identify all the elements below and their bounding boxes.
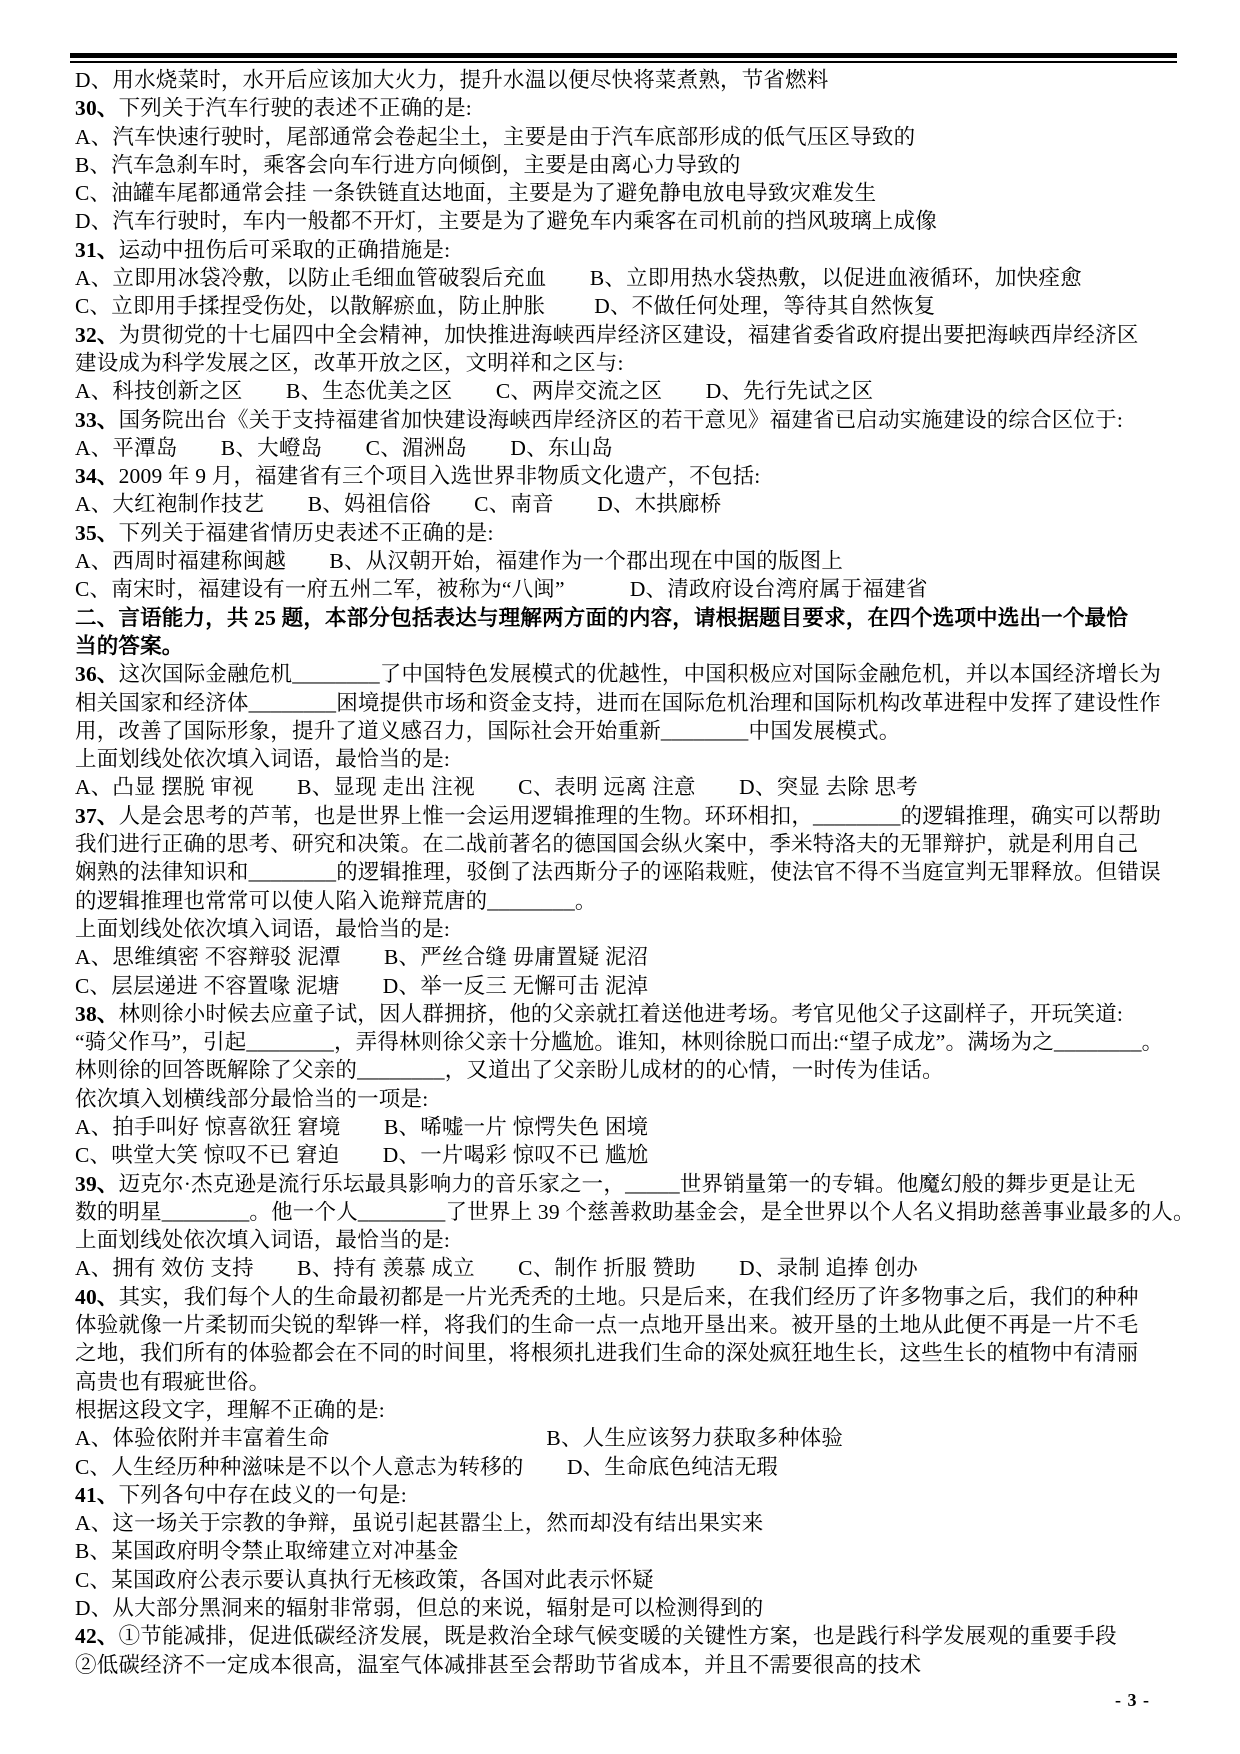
text-line: A、科技创新之区 B、生态优美之区 C、两岸交流之区 D、先行先试之区 [75, 379, 874, 404]
text-line: D、从大部分黑洞来的辐射非常弱，但总的来说，辐射是可以检测得到的 [75, 1596, 764, 1621]
text-line: A、这一场关于宗教的争辩，虽说引起甚嚣尘上，然而却没有结出果实来 [75, 1511, 764, 1536]
question-line: 31、运动中扭伤后可采取的正确措施是: [75, 237, 451, 262]
text-line: 当的答案。 [75, 633, 184, 658]
text-line: 二、言语能力，共 25 题，本部分包括表达与理解两方面的内容，请根据题目要求，在四个选项中选出一个最恰 [75, 605, 1128, 630]
question-number: 31、 [75, 237, 119, 262]
text-line: 林则徐的回答既解除了父亲的________，又道出了父亲盼儿成材的的心情，一时传为佳话。 [75, 1058, 944, 1083]
text-line: B、汽车急刹车时，乘客会向车行进方向倾倒，主要是由离心力导致的 [75, 152, 741, 177]
page-number: - 3 - [1115, 1690, 1150, 1710]
question-line: 36、这次国际金融危机________了中国特色发展模式的优越性，中国积极应对国际金融危机，并以本国经济增长为 [75, 662, 1162, 687]
text-line: C、油罐车尾都通常会挂 一条铁链直达地面，主要是为了避免静电放电导致灾难发生 [75, 181, 877, 206]
question-line: 38、林则徐小时候去应童子试，因人群拥挤，他的父亲就扛着送他进考场。考官见他父子这副样子，开玩笑道: [75, 1001, 1123, 1026]
text-line: 用，改善了国际形象，提升了道义感召力，国际社会开始重新________中国发展模式。 [75, 718, 901, 743]
question-number: 41、 [75, 1482, 119, 1507]
text-line: D、用水烧菜时，水开后应该加大火力，提升水温以便尽快将菜煮熟，节省燃料 [75, 68, 829, 92]
text-line: 之地，我们所有的体验都会在不同的时间里，将根须扎进我们生命的深处疯狂地生长，这些生长的植物中有清丽 [75, 1341, 1139, 1366]
text-line: A、凸显 摆脱 审视 B、显现 走出 注视 C、表明 远离 注意 D、突显 去除 思考 [75, 775, 918, 800]
text-line: 依次填入划横线部分最恰当的一项是: [75, 1086, 429, 1111]
question-number: 42、 [75, 1624, 119, 1649]
question-line: 39、迈克尔·杰克逊是流行乐坛最具影响力的音乐家之一，_____世界销量第一的专辑。他魔幻般的舞步更是让无 [75, 1171, 1136, 1196]
document-lines [75, 66, 1195, 1679]
text-line: A、立即用冰袋冷敷，以防止毛细血管破裂后充血 B、立即用热水袋热敷，以促进血液循环，加快痊愈 [75, 266, 1082, 291]
text-line: C、立即用手揉捏受伤处，以散解瘀血，防止肿胀 D、不做任何处理，等待其自然恢复 [75, 294, 936, 319]
text-line: 建设成为科学发展之区，改革开放之区，文明祥和之区与: [75, 350, 624, 375]
text-line: ②低碳经济不一定成本很高，温室气体减排甚至会帮助节省成本，并且不需要很高的技术 [75, 1652, 922, 1677]
text-line: 体验就像一片柔韧而尖锐的犁铧一样，将我们的生命一点一点地开垦出来。被开垦的土地从此便不再是一片不毛 [75, 1313, 1139, 1338]
question-line: 33、国务院出台《关于支持福建省加快建设海峡西岸经济区的若干意见》福建省已启动实施建设的综合区位于: [75, 407, 1123, 432]
text-line: 上面划线处依次填入词语，最恰当的是: [75, 916, 451, 941]
text-line: 上面划线处依次填入词语，最恰当的是: [75, 1228, 451, 1253]
text-line: “骑父作马”，引起________，弄得林则徐父亲十分尴尬。谁知，林则徐脱口而出:“望子成龙”。满场为之________。 [75, 1030, 1164, 1055]
question-number: 32、 [75, 322, 119, 347]
text-line: A、拥有 效仿 支持 B、持有 羡慕 成立 C、制作 折服 赞助 D、录制 追捧 创办 [75, 1256, 918, 1281]
text-line: 高贵也有瑕疵世俗。 [75, 1369, 271, 1394]
text-line: 的逻辑推理也常常可以使人陷入诡辩荒唐的________。 [75, 888, 597, 913]
question-line: 34、2009 年 9 月，福建省有三个项目入选世界非物质文化遗产，不包括: [75, 464, 761, 489]
text-line: C、人生经历种种滋味是不以个人意志为转移的 D、生命底色纯洁无瑕 [75, 1454, 778, 1479]
header-divider [70, 53, 1177, 63]
question-number: 39、 [75, 1171, 119, 1196]
question-line: 37、人是会思考的芦苇，也是世界上惟一会运用逻辑推理的生物。环环相扣，________的逻辑推理，确实可以帮助 [75, 803, 1162, 828]
question-number: 36、 [75, 662, 119, 687]
text-line: A、平潭岛 B、大嶝岛 C、湄洲岛 D、东山岛 [75, 435, 613, 460]
text-line: C、南宋时，福建设有一府五州二军，被称为“八闽” D、清政府设台湾府属于福建省 [75, 577, 928, 602]
text-line: 相关国家和经济体________困境提供市场和资金支持，进而在国际危机治理和国际机构改革进程中发挥了建设性作 [75, 690, 1161, 715]
text-line: B、某国政府明令禁止取缔建立对冲基金 [75, 1539, 459, 1564]
question-number: 34、 [75, 464, 119, 489]
question-line: 32、为贯彻党的十七届四中全会精神，加快推进海峡西岸经济区建设，福建省委省政府提出要把海峡西岸经济区 [75, 322, 1139, 347]
text-line: A、思维缜密 不容辩驳 泥潭 B、严丝合缝 毋庸置疑 泥沼 [75, 945, 649, 970]
question-number: 38、 [75, 1001, 119, 1026]
question-number: 37、 [75, 803, 119, 828]
text-line: 娴熟的法律知识和________的逻辑推理，驳倒了法西斯分子的诬陷栽赃，使法官不得不当庭宣判无罪释放。但错误 [75, 860, 1161, 885]
question-line: 41、下列各句中存在歧义的一句是: [75, 1482, 407, 1507]
text-line: 数的明星________。他一个人________了世界上 39 个慈善救助基金会，是全世界以个人名义捐助慈善事业最多的人。 [75, 1199, 1195, 1224]
question-number: 40、 [75, 1284, 119, 1309]
text-line: C、哄堂大笑 惊叹不已 窘迫 D、一片喝彩 惊叹不已 尴尬 [75, 1143, 649, 1168]
text-line: A、大红袍制作技艺 B、妈祖信俗 C、南音 D、木拱廊桥 [75, 492, 722, 517]
text-line: A、体验依附并丰富着生命 B、人生应该努力获取多种体验 [75, 1426, 844, 1451]
text-line: A、拍手叫好 惊喜欲狂 窘境 B、唏嘘一片 惊愕失色 困境 [75, 1114, 649, 1139]
question-number: 35、 [75, 520, 119, 545]
text-line: A、汽车快速行驶时，尾部通常会卷起尘土，主要是由于汽车底部形成的低气压区导致的 [75, 124, 916, 149]
question-line: 35、下列关于福建省情历史表述不正确的是: [75, 520, 494, 545]
question-number: 30、 [75, 96, 119, 121]
text-line: D、汽车行驶时，车内一般都不开灯，主要是为了避免车内乘客在司机前的挡风玻璃上成像 [75, 209, 938, 234]
question-line: 42、①节能减排，促进低碳经济发展，既是救治全球气候变暖的关键性方案，也是践行科学发展观的重要手段 [75, 1624, 1117, 1649]
question-line: 30、下列关于汽车行驶的表述不正确的是: [75, 96, 472, 121]
text-line: 我们进行正确的思考、研究和决策。在二战前著名的德国国会纵火案中，季米特洛夫的无罪辩护，就是利用自己 [75, 832, 1139, 857]
text-line: A、西周时福建称闽越 B、从汉朝开始，福建作为一个郡出现在中国的版图上 [75, 549, 844, 574]
question-line: 40、其实，我们每个人的生命最初都是一片光秃秃的土地。只是后来，在我们经历了许多物事之后，我们的种种 [75, 1284, 1139, 1309]
text-line: C、层层递进 不容置喙 泥塘 D、举一反三 无懈可击 泥淖 [75, 973, 649, 998]
text-line: 上面划线处依次填入词语，最恰当的是: [75, 747, 451, 772]
question-number: 33、 [75, 407, 119, 432]
text-line: 根据这段文字，理解不正确的是: [75, 1397, 385, 1422]
text-line: C、某国政府公表示要认真执行无核政策，各国对此表示怀疑 [75, 1567, 654, 1592]
